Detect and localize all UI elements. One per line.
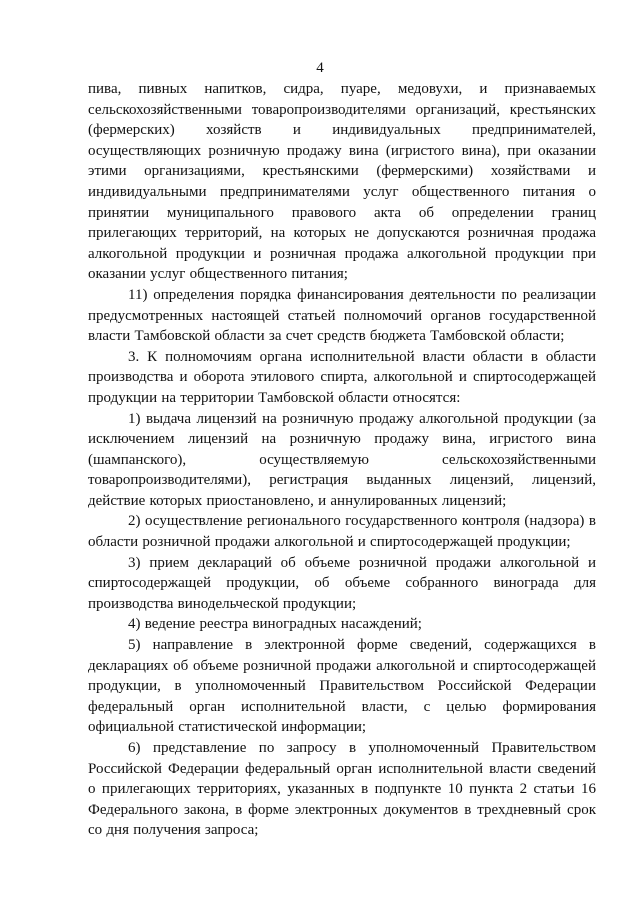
page-number: 4 xyxy=(316,60,324,76)
paragraph-subitem-3: 3) прием деклараций об объеме розничной продажи алкогольной и спиртосодержащей продукции, об объеме собранного винограда для производства винодельческой продукции; xyxy=(88,554,596,612)
paragraph-subitem-5: 5) направление в электронной форме сведений, содержащихся в декларациях об объеме розничной продажи алкогольной и спиртосодержащей продукции, в уполномоченный Правительством Российской Федерации федеральный орган исполнительной власти, с целью формирования официальной статистической информации; xyxy=(88,637,596,736)
document-body xyxy=(88,79,596,841)
paragraph-subitem-6: 6) представление по запросу в уполномоченный Правительством Российской Федерации федеральный орган исполнительной власти сведений о прилегающих территориях, указанных в подпункте 10 пункта 2 статьи 16 Федерального закона, в форме электронных документов в трехдневный срок со дня получения запроса; xyxy=(88,740,596,839)
paragraph-subitem-2: 2) осуществление регионального государственного контроля (надзора) в области розничной продажи алкогольной и спиртосодержащей продукции; xyxy=(88,513,596,551)
paragraph-subitem-4: 4) ведение реестра виноградных насаждений; xyxy=(128,616,422,633)
paragraph-subitem-1: 1) выдача лицензий на розничную продажу алкогольной продукции (за исключением лицензий на розничную продажу вина, игристого вина (шампанского), осуществляемую сельскохозяйственными товаропроизводителями), регистрация выданных лицензий, лицензий, действие которых приостановлено, и аннулированных лицензий; xyxy=(88,410,596,509)
paragraph-continuation: пива, пивных напитков, сидра, пуаре, медовухи, и признаваемых сельскохозяйственными товаропроизводителями организаций, крестьянских (фермерских) хозяйств и индивидуальных предпринимателей, осуществляющих розничную продажу вина (игристого вина), при оказании этими организациями, крестьянскими (фермерскими) хозяйствами и индивидуальными предпринимателями услуг общественного питания о принятии муниципального правового акта об определении границ прилегающих территорий, на которых не допускаются розничная продажа алкогольной продукции и розничная продажа алкогольной продукции при оказании услуг общественного питания; xyxy=(88,81,596,283)
paragraph-section-3: 3. К полномочиям органа исполнительной власти области в области производства и оборота этилового спирта, алкогольной и спиртосодержащей продукции на территории Тамбовской области относятся: xyxy=(88,348,596,406)
paragraph-item-11: 11) определения порядка финансирования деятельности по реализации предусмотренных настоящей статьей полномочий органов государственной власти Тамбовской области за счет средств бюджета Тамбовской области; xyxy=(88,286,596,345)
